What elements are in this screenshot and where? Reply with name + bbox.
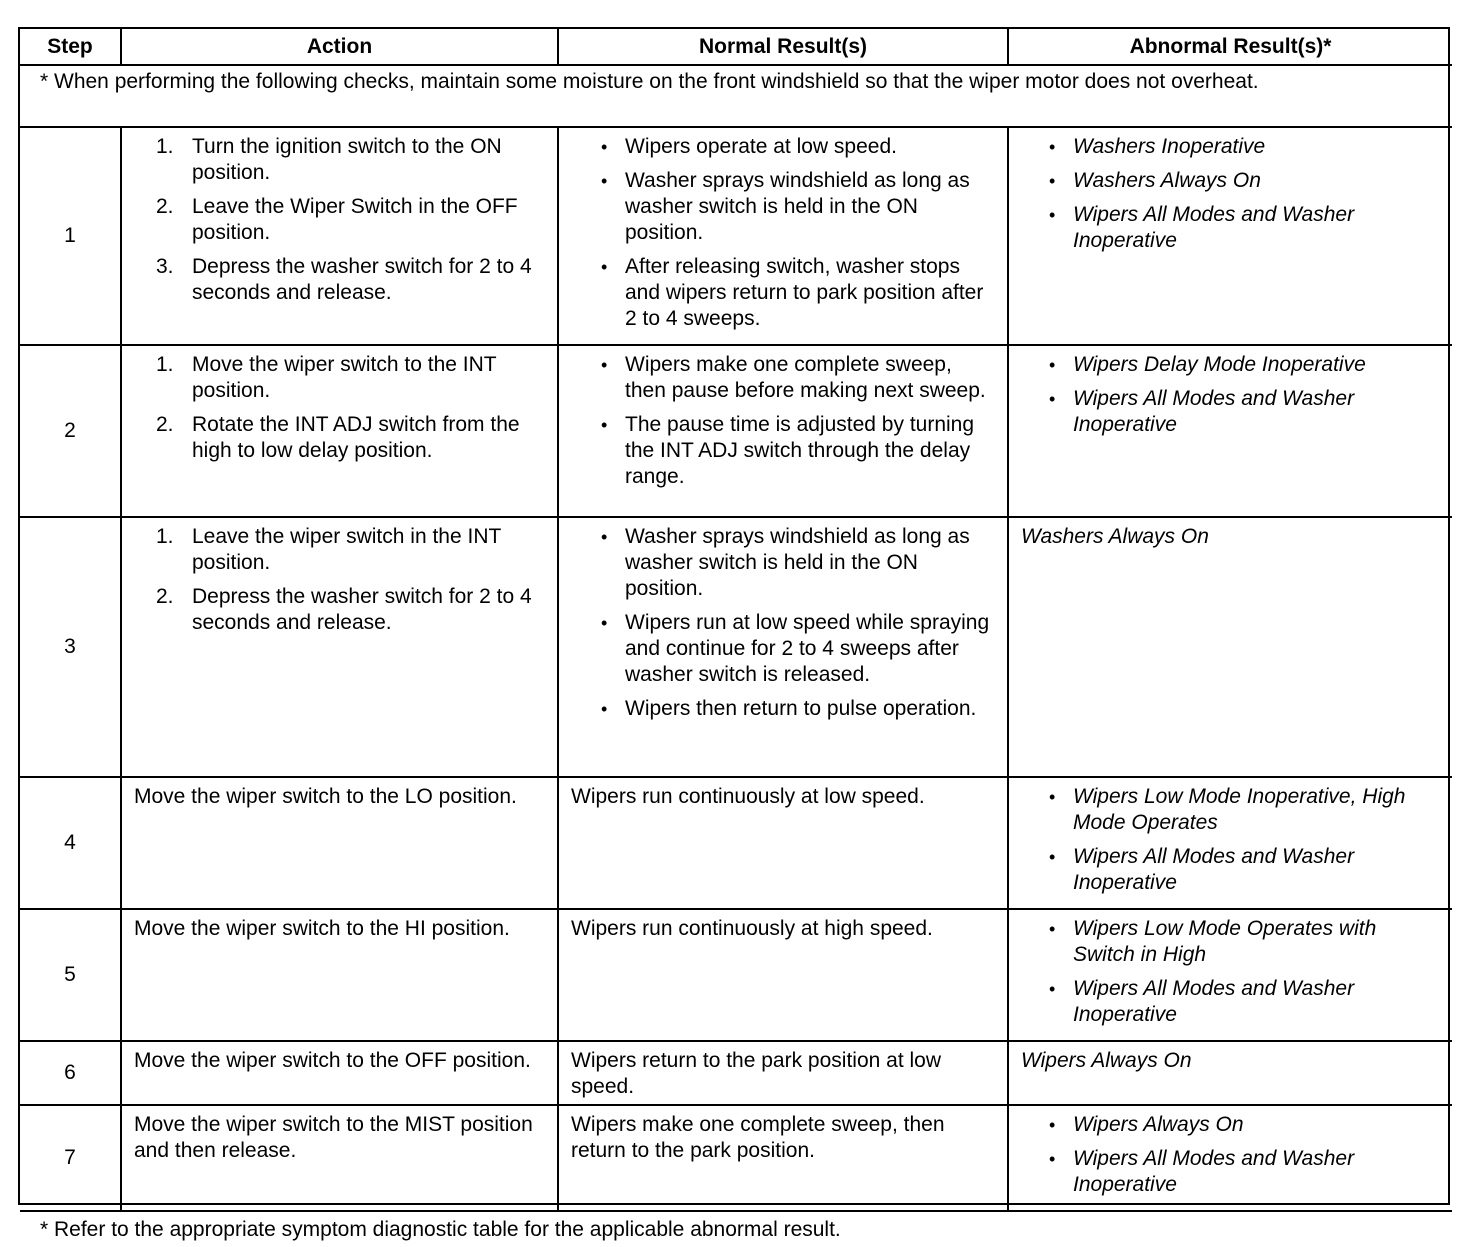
action-cell <box>121 1105 558 1211</box>
normal-result-text: Wipers return to the park position at low speed. <box>571 1049 942 1098</box>
bullet-icon: • <box>601 257 608 277</box>
normal-result-list <box>571 134 997 332</box>
normal-result-item <box>571 412 997 490</box>
normal-result-text: Wipers then return to pulse operation. <box>625 697 977 720</box>
bullet-icon: • <box>1049 1115 1056 1135</box>
abnormal-result-item <box>1021 976 1442 1028</box>
action-item-number: 1. <box>156 135 174 158</box>
action-cell <box>121 345 558 517</box>
step-row-5 <box>20 909 1452 1041</box>
normal-result-item <box>571 610 997 688</box>
normal-result-text: Wipers run continuously at high speed. <box>571 917 933 940</box>
action-cell <box>121 777 558 909</box>
abnormal-result-text: Wipers Always On <box>1021 1049 1192 1072</box>
bullet-icon: • <box>1049 847 1056 867</box>
abnormal-result-cell <box>1008 1041 1452 1105</box>
step-row-7 <box>20 1105 1452 1211</box>
action-item-number: 2. <box>156 195 174 218</box>
bullet-icon: • <box>601 527 608 547</box>
abnormal-result-item <box>1021 844 1442 896</box>
action-cell <box>121 127 558 345</box>
step-number: 5 <box>20 909 121 1041</box>
step-row-3 <box>20 517 1452 777</box>
action-item <box>134 352 547 404</box>
bullet-icon: • <box>1049 171 1056 191</box>
action-text: Move the wiper switch to the LO position. <box>134 785 517 808</box>
step-number: 6 <box>20 1041 121 1105</box>
normal-result-text: Wipers operate at low speed. <box>625 135 897 158</box>
bottom-note: * Refer to the appropriate symptom diagnostic table for the applicable abnormal result. <box>20 1211 1452 1247</box>
action-text: Move the wiper switch to the MIST position and then release. <box>134 1113 533 1162</box>
normal-result-cell <box>558 517 1008 777</box>
bullet-icon: • <box>1049 389 1056 409</box>
normal-result-list <box>571 524 997 722</box>
normal-result-cell <box>558 127 1008 345</box>
normal-result-item <box>571 134 997 160</box>
action-item-text: Rotate the INT ADJ switch from the high to low delay position. <box>192 413 520 462</box>
bullet-icon: • <box>1049 137 1056 157</box>
normal-result-text: The pause time is adjusted by turning the INT ADJ switch through the delay range. <box>625 413 975 488</box>
action-cell <box>121 909 558 1041</box>
abnormal-result-list <box>1021 352 1442 438</box>
action-item-text: Move the wiper switch to the INT position. <box>192 353 497 402</box>
abnormal-result-text: Wipers All Modes and Washer Inoperative <box>1073 977 1355 1026</box>
abnormal-result-text: Wipers All Modes and Washer Inoperative <box>1073 203 1355 252</box>
bullet-icon: • <box>1049 787 1056 807</box>
normal-result-cell <box>558 909 1008 1041</box>
header-step: Step <box>20 29 121 65</box>
abnormal-result-text: Wipers Low Mode Operates with Switch in High <box>1073 917 1377 966</box>
abnormal-result-cell <box>1008 777 1452 909</box>
action-item <box>134 134 547 186</box>
action-item-text: Depress the washer switch for 2 to 4 seconds and release. <box>192 255 532 304</box>
action-list <box>134 524 547 636</box>
diagnostic-table <box>20 29 1452 1247</box>
normal-result-text: After releasing switch, washer stops and wipers return to park position after 2 to 4 sweeps. <box>625 255 984 330</box>
abnormal-result-item <box>1021 168 1442 194</box>
step-number: 2 <box>20 345 121 517</box>
normal-result-text: Wipers make one complete sweep, then return to the park position. <box>571 1113 945 1162</box>
action-item-number: 2. <box>156 413 174 436</box>
step-number: 4 <box>20 777 121 909</box>
bullet-icon: • <box>601 415 608 435</box>
abnormal-result-cell <box>1008 127 1452 345</box>
step-number: 3 <box>20 517 121 777</box>
action-item <box>134 584 547 636</box>
normal-result-item <box>571 524 997 602</box>
abnormal-result-list <box>1021 916 1442 1028</box>
action-item-number: 1. <box>156 525 174 548</box>
action-item-number: 2. <box>156 585 174 608</box>
abnormal-result-text: Wipers All Modes and Washer Inoperative <box>1073 387 1355 436</box>
abnormal-result-text: Wipers Always On <box>1073 1113 1244 1136</box>
abnormal-result-cell <box>1008 909 1452 1041</box>
header-normal-results: Normal Result(s) <box>558 29 1008 65</box>
normal-result-list <box>571 352 997 490</box>
step-row-6 <box>20 1041 1452 1105</box>
top-note-row <box>20 65 1452 127</box>
abnormal-result-item <box>1021 202 1442 254</box>
bullet-icon: • <box>601 355 608 375</box>
normal-result-cell <box>558 1041 1008 1105</box>
action-item <box>134 524 547 576</box>
action-item-text: Leave the Wiper Switch in the OFF position. <box>192 195 518 244</box>
normal-result-cell <box>558 345 1008 517</box>
bullet-icon: • <box>601 613 608 633</box>
abnormal-result-text: Washers Always On <box>1021 525 1209 548</box>
step-number: 7 <box>20 1105 121 1211</box>
normal-result-item <box>571 254 997 332</box>
abnormal-result-cell <box>1008 1105 1452 1211</box>
action-cell <box>121 1041 558 1105</box>
abnormal-result-text: Wipers Delay Mode Inoperative <box>1073 353 1366 376</box>
normal-result-item <box>571 352 997 404</box>
action-item <box>134 194 547 246</box>
bullet-icon: • <box>601 699 608 719</box>
abnormal-result-item <box>1021 784 1442 836</box>
abnormal-result-cell <box>1008 345 1452 517</box>
bullet-icon: • <box>1049 919 1056 939</box>
normal-result-text: Wipers run at low speed while spraying and continue for 2 to 4 sweeps after washer switch is released. <box>625 611 990 686</box>
abnormal-result-text: Wipers All Modes and Washer Inoperative <box>1073 845 1355 894</box>
bullet-icon: • <box>1049 979 1056 999</box>
top-note: * When performing the following checks, maintain some moisture on the front windshield so that the wiper motor does not overheat. <box>20 65 1452 127</box>
normal-result-cell <box>558 1105 1008 1211</box>
normal-result-item <box>571 168 997 246</box>
bullet-icon: • <box>1049 1149 1056 1169</box>
action-item-text: Depress the washer switch for 2 to 4 seconds and release. <box>192 585 532 634</box>
action-item-text: Turn the ignition switch to the ON position. <box>192 135 502 184</box>
step-number: 1 <box>20 127 121 345</box>
header-abnormal-results: Abnormal Result(s)* <box>1008 29 1452 65</box>
action-item <box>134 254 547 306</box>
abnormal-result-list <box>1021 134 1442 254</box>
normal-result-cell <box>558 777 1008 909</box>
bullet-icon: • <box>601 137 608 157</box>
diagnostic-table-document <box>18 27 1450 1241</box>
abnormal-result-item <box>1021 134 1442 160</box>
normal-result-text: Washer sprays windshield as long as washer switch is held in the ON position. <box>625 169 970 244</box>
bullet-icon: • <box>1049 205 1056 225</box>
action-item-number: 1. <box>156 353 174 376</box>
normal-result-item <box>571 696 997 722</box>
bottom-note-row <box>20 1211 1452 1247</box>
action-text: Move the wiper switch to the HI position. <box>134 917 510 940</box>
abnormal-result-item <box>1021 916 1442 968</box>
action-item-number: 3. <box>156 255 174 278</box>
abnormal-result-text: Wipers All Modes and Washer Inoperative <box>1073 1147 1355 1196</box>
action-list <box>134 134 547 306</box>
action-item <box>134 412 547 464</box>
bullet-icon: • <box>1049 355 1056 375</box>
header-row <box>20 29 1452 65</box>
step-row-2 <box>20 345 1452 517</box>
action-item-text: Leave the wiper switch in the INT position. <box>192 525 501 574</box>
action-cell <box>121 517 558 777</box>
abnormal-result-list <box>1021 1112 1442 1198</box>
action-list <box>134 352 547 464</box>
abnormal-result-item <box>1021 1112 1442 1138</box>
step-row-1 <box>20 127 1452 345</box>
header-action: Action <box>121 29 558 65</box>
abnormal-result-item <box>1021 352 1442 378</box>
normal-result-text: Wipers make one complete sweep, then pause before making next sweep. <box>625 353 986 402</box>
abnormal-result-item <box>1021 386 1442 438</box>
normal-result-text: Washer sprays windshield as long as washer switch is held in the ON position. <box>625 525 970 600</box>
abnormal-result-text: Washers Inoperative <box>1073 135 1266 158</box>
abnormal-result-text: Wipers Low Mode Inoperative, High Mode Operates <box>1073 785 1406 834</box>
step-row-4 <box>20 777 1452 909</box>
abnormal-result-list <box>1021 784 1442 896</box>
abnormal-result-text: Washers Always On <box>1073 169 1261 192</box>
action-text: Move the wiper switch to the OFF position. <box>134 1049 531 1072</box>
abnormal-result-item <box>1021 1146 1442 1198</box>
bullet-icon: • <box>601 171 608 191</box>
normal-result-text: Wipers run continuously at low speed. <box>571 785 925 808</box>
abnormal-result-cell <box>1008 517 1452 777</box>
